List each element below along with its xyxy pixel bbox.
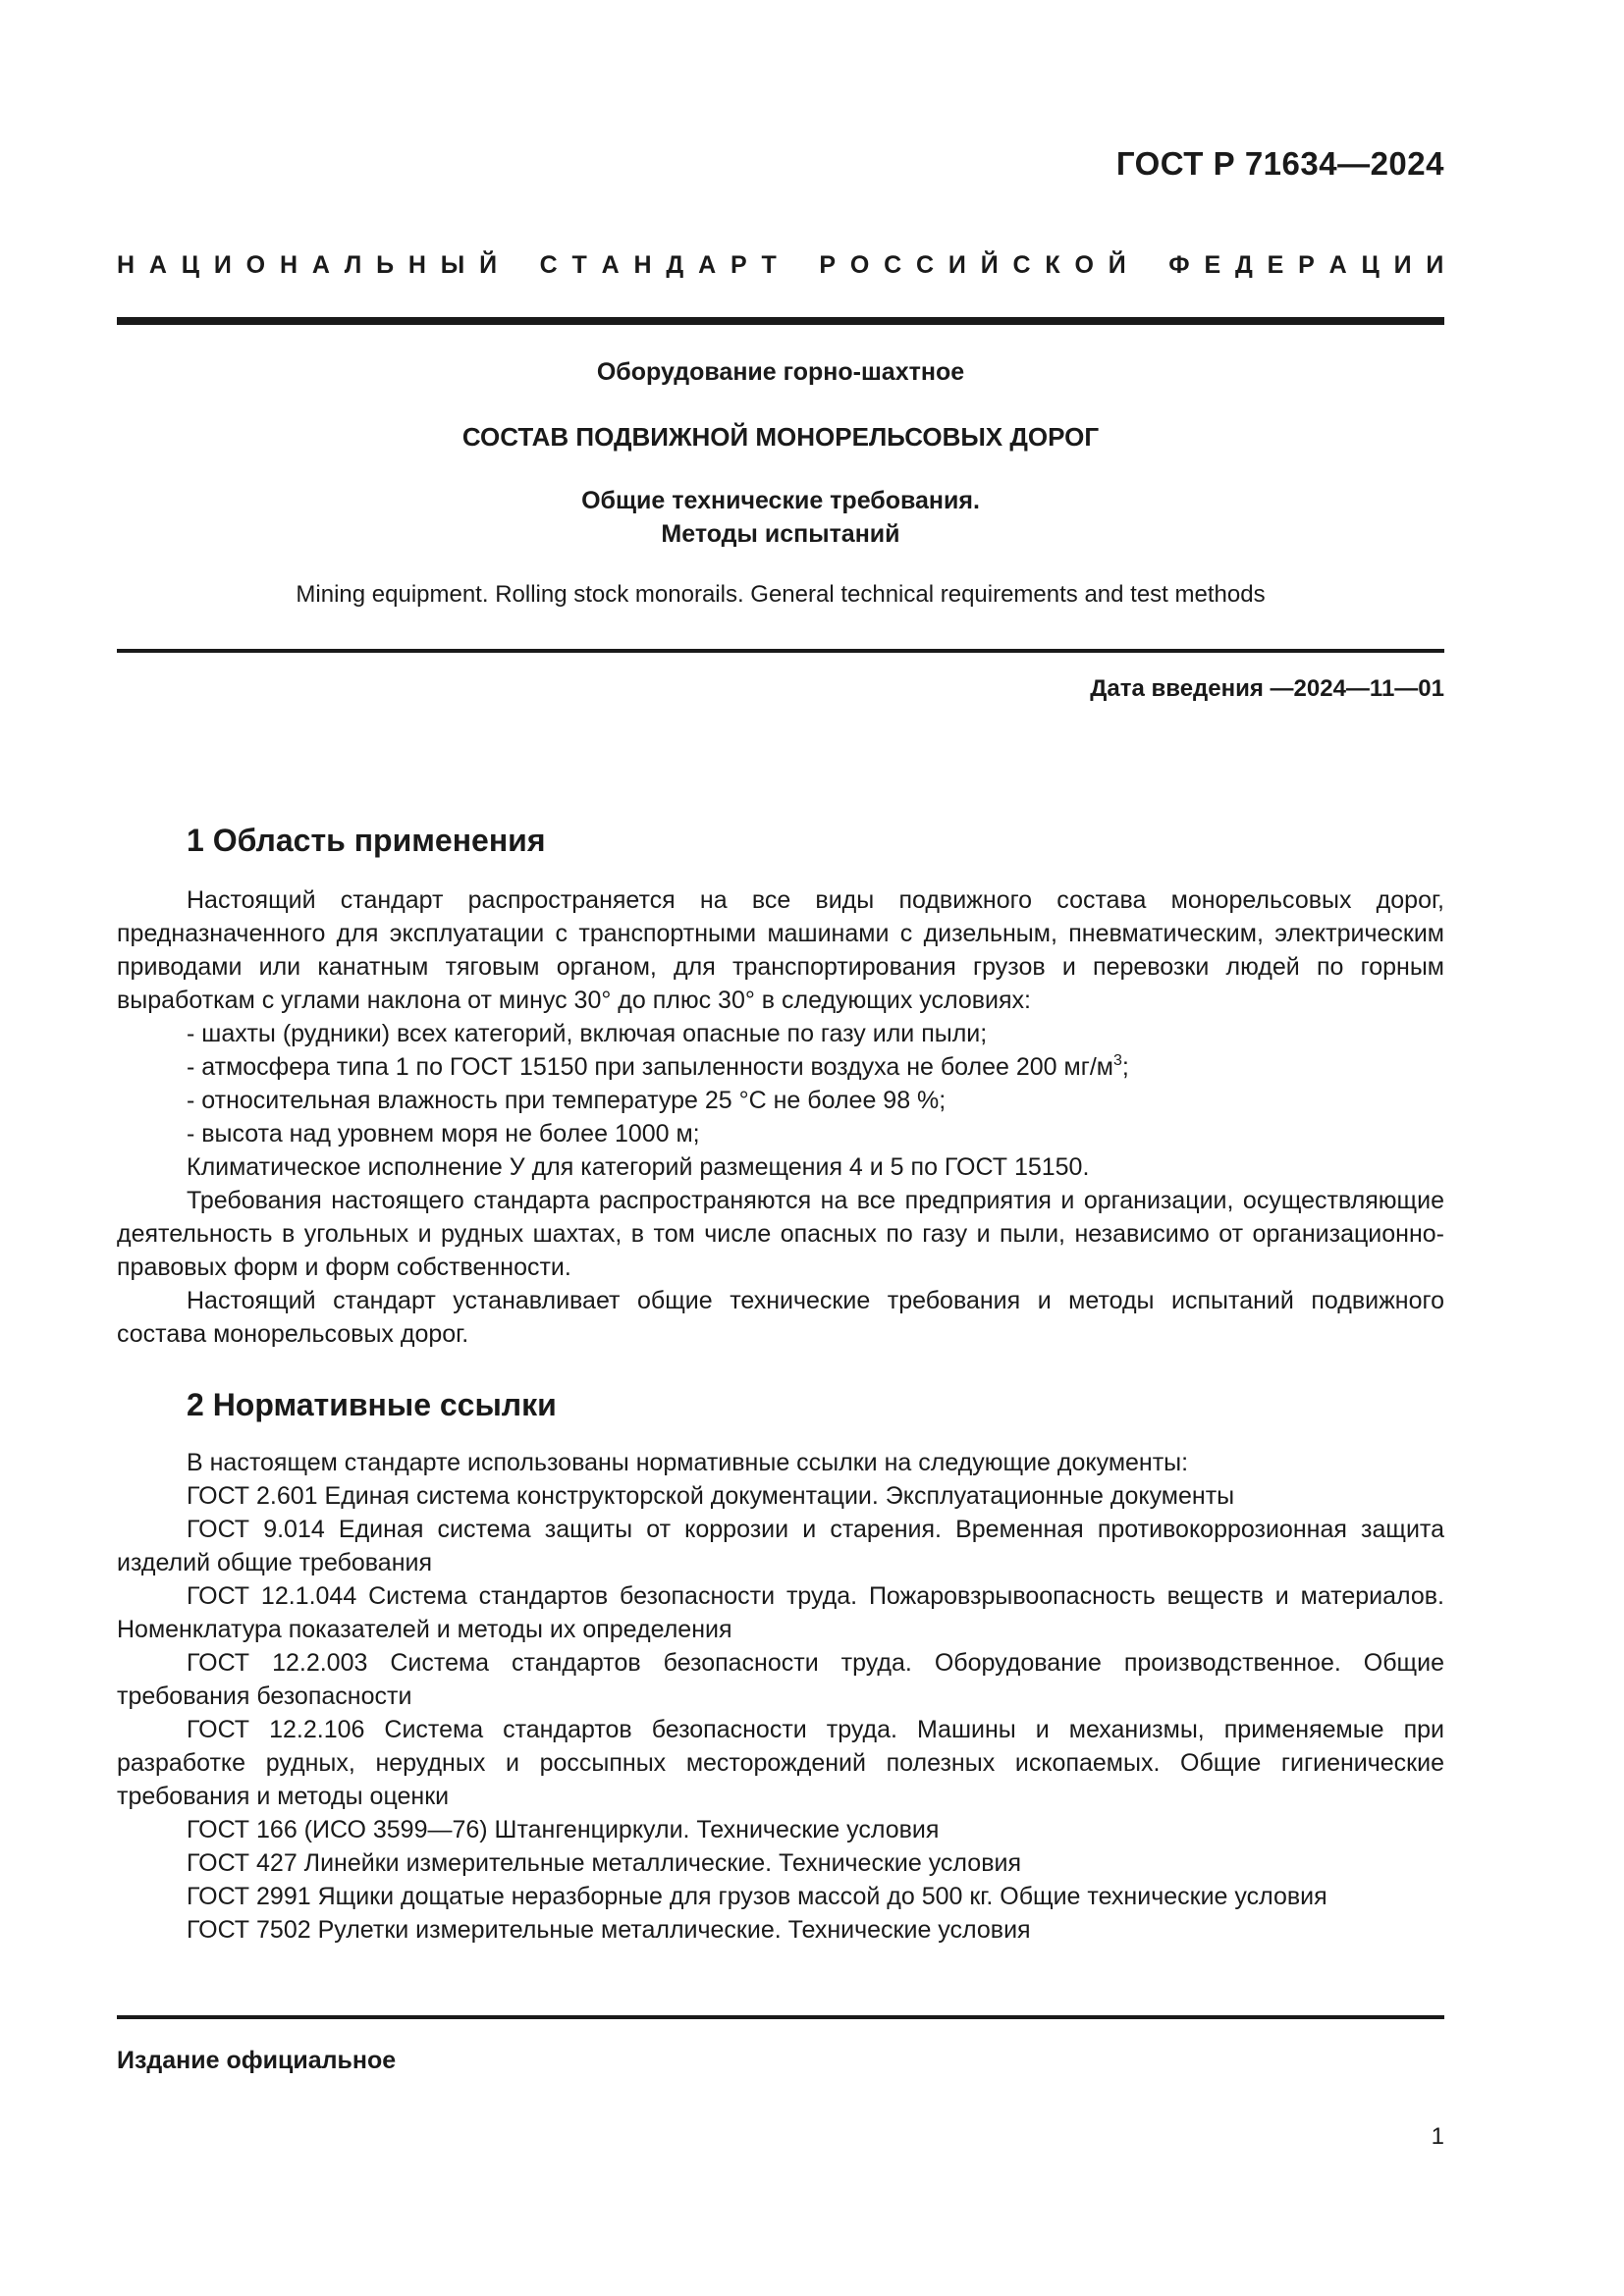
- section-2-title: 2 Нормативные ссылки: [187, 1387, 557, 1422]
- banner-letter: Р: [730, 251, 747, 279]
- reference-item: ГОСТ 12.2.106 Система стандартов безопасности труда. Машины и механизмы, применяемые при разработке рудных, нерудных и россыпных месторождений полезных ископаемых. Общие гигиенические требования и методы оценки: [117, 1716, 1444, 1810]
- banner-letter: Ы: [440, 251, 465, 279]
- section-1-paragraph: Требования настоящего стандарта распространяются на все предприятия и организации, осуществляющие деятельность в угольных и рудных шахтах, в том числе опасных по газу и пыли, независимо от организационно-правовых форм и форм собственности.: [117, 1187, 1444, 1281]
- banner-letter: И: [1426, 251, 1444, 279]
- banner-letter: И: [213, 251, 232, 279]
- banner-letter: Н: [279, 251, 298, 279]
- banner-letter: Й: [479, 251, 498, 279]
- reference-item: ГОСТ 427 Линейки измерительные металлические. Технические условия: [187, 1849, 1021, 1877]
- banner-letter: Ц: [181, 251, 200, 279]
- reference-item: ГОСТ 9.014 Единая система защиты от коррозии и старения. Временная противокоррозионная защита изделий общие требования: [117, 1516, 1444, 1576]
- banner-letter: Н: [117, 251, 135, 279]
- gost-code: ГОСТ Р 71634—2024: [1115, 145, 1444, 182]
- banner-letter: Й: [980, 251, 999, 279]
- section-2-intro: В настоящем стандарте использованы нормативные ссылки на следующие документы:: [187, 1449, 1189, 1476]
- footer-rule: [117, 2015, 1444, 2019]
- list-item-tail: ;: [1121, 1053, 1129, 1081]
- superscript: 3: [1112, 1052, 1122, 1069]
- banner-letter: И: [947, 251, 966, 279]
- banner-gap: [1141, 251, 1155, 280]
- official-edition-label: Издание официальное: [117, 2047, 397, 2074]
- banner-letter: О: [245, 251, 266, 279]
- introduction-date: Дата введения —2024—11—01: [1090, 675, 1444, 702]
- banner-letter: А: [311, 251, 330, 279]
- list-item: [117, 1050, 1444, 1084]
- banner-letter: Й: [1108, 251, 1126, 279]
- reference-item: ГОСТ 2991 Ящики дощатые неразборные для грузов массой до 500 кг. Общие технические условия: [187, 1883, 1327, 1910]
- list-item: - высота над уровнем моря не более 1000 м;: [187, 1120, 700, 1148]
- banner-letter: С: [1012, 251, 1031, 279]
- header-rule: [117, 317, 1444, 325]
- reference-item: ГОСТ 7502 Рулетки измерительные металлические. Технические условия: [187, 1916, 1031, 1944]
- banner-letter: А: [698, 251, 717, 279]
- list-item: - относительная влажность при температуре 25 °С не более 98 %;: [187, 1087, 947, 1114]
- banner-letter: Р: [819, 251, 836, 279]
- banner-letter: Т: [571, 251, 587, 279]
- english-title: Mining equipment. Rolling stock monorails. General technical requirements and test methods: [296, 581, 1266, 608]
- section-1-paragraph: Настоящий стандарт устанавливает общие технические требования и методы испытаний подвижного состава монорельсовых дорог.: [117, 1287, 1444, 1348]
- banner-letter: А: [1328, 251, 1347, 279]
- banner-letter: С: [539, 251, 558, 279]
- banner-letter: Л: [344, 251, 362, 279]
- banner-letter: Д: [666, 251, 684, 279]
- banner-gap: [512, 251, 525, 280]
- banner-letter: А: [148, 251, 167, 279]
- national-standard-banner: [117, 251, 1444, 280]
- section-1-title: 1 Область применения: [187, 823, 546, 858]
- list-item: - шахты (рудники) всех категорий, включая опасные по газу или пыли;: [187, 1020, 988, 1047]
- banner-letter: Ц: [1361, 251, 1380, 279]
- banner-letter: Д: [1234, 251, 1253, 279]
- subtitle-line-2: Методы испытаний: [661, 520, 900, 548]
- banner-letter: Н: [633, 251, 652, 279]
- banner-letter: Ь: [376, 251, 395, 279]
- banner-gap: [791, 251, 805, 280]
- document-title: СОСТАВ ПОДВИЖНОЙ МОНОРЕЛЬСОВЫХ ДОРОГ: [461, 422, 1100, 452]
- banner-letter: Н: [407, 251, 426, 279]
- section-2-body: [117, 1446, 1444, 1947]
- banner-letter: Е: [1267, 251, 1284, 279]
- section-1-paragraph: Настоящий стандарт распространяется на все виды подвижного состава монорельсовых дорог, предназначенного для эксплуатации с транспортными машинами с дизельным, пневматическим, электрическим приводами или канатным тяговым органом, для транспортирования грузов и перевозки людей по горным выработкам с углами наклона от минус 30° до плюс 30° в следующих условиях:: [117, 886, 1444, 1014]
- reference-item: ГОСТ 12.1.044 Система стандартов безопасности труда. Пожаровзрывоопасность веществ и материалов. Номенклатура показателей и методы их определения: [117, 1582, 1444, 1643]
- banner-letter: С: [916, 251, 935, 279]
- banner-letter: Ф: [1168, 251, 1190, 279]
- banner-letter: К: [1045, 251, 1060, 279]
- reference-item: ГОСТ 166 (ИСО 3599—76) Штангенциркули. Технические условия: [187, 1816, 940, 1843]
- title-rule: [117, 649, 1444, 653]
- banner-letter: И: [1393, 251, 1412, 279]
- subtitle-line-1: Общие технические требования.: [581, 487, 980, 514]
- banner-letter: С: [884, 251, 902, 279]
- list-item-text: - атмосфера типа 1 по ГОСТ 15150 при запыленности воздуха не более 200 мг/м: [187, 1053, 1113, 1081]
- reference-item: ГОСТ 12.2.003 Система стандартов безопасности труда. Оборудование производственное. Общие требования безопасности: [117, 1649, 1444, 1710]
- banner-letter: О: [1074, 251, 1094, 279]
- section-1-body: [117, 883, 1444, 1351]
- page-number: 1: [1431, 2123, 1444, 2150]
- banner-letter: Е: [1204, 251, 1221, 279]
- section-1-paragraph: Климатическое исполнение У для категорий размещения 4 и 5 по ГОСТ 15150.: [187, 1153, 1090, 1181]
- banner-letter: А: [601, 251, 620, 279]
- banner-letter: О: [849, 251, 870, 279]
- reference-item: ГОСТ 2.601 Единая система конструкторской документации. Эксплуатационные документы: [187, 1482, 1235, 1510]
- banner-letter: Т: [761, 251, 777, 279]
- category-heading: Оборудование горно-шахтное: [596, 358, 965, 386]
- banner-letter: Р: [1298, 251, 1315, 279]
